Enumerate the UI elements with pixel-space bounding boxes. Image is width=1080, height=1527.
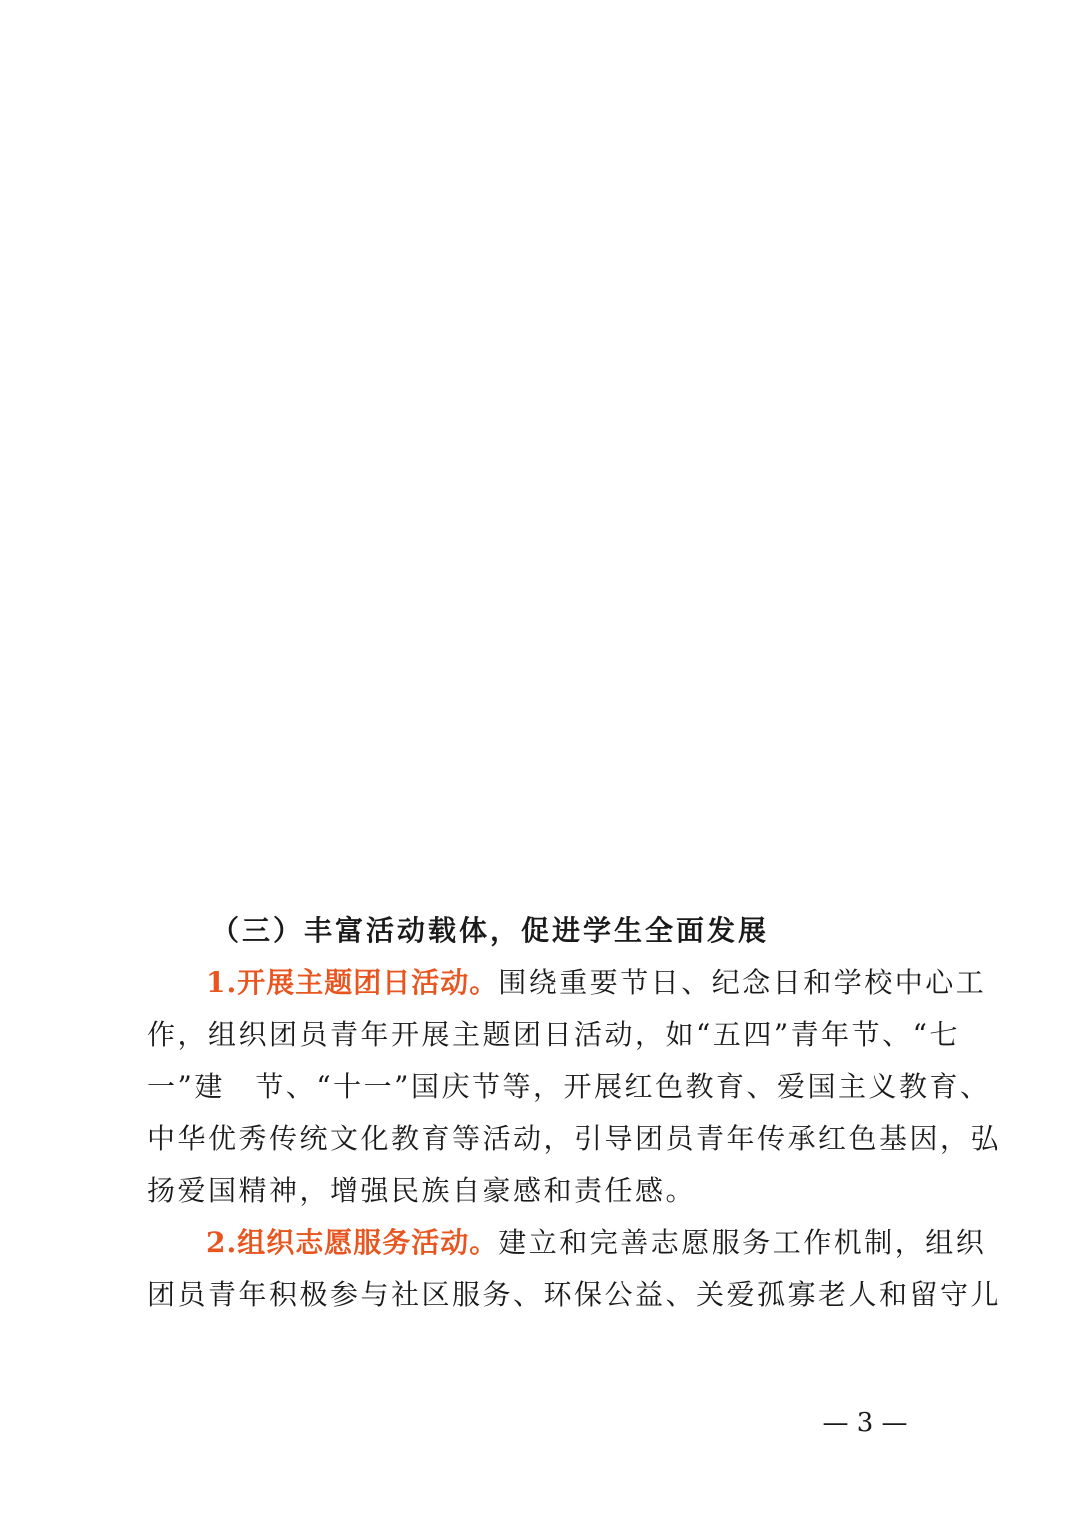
page-number: — 3 — <box>822 1408 908 1438</box>
paragraph-1-text: 围绕重要节日、纪念日和学校中心工 <box>498 966 987 999</box>
paragraph-2-line-1 <box>147 1217 987 1269</box>
paragraph-1-line-5: 扬爱国精神，增强民族自豪感和责任感。 <box>147 1174 697 1207</box>
paragraph-1-line-4: 中华优秀传统文化教育等活动，引导团员青年传承红色基因，弘 <box>147 1122 1002 1155</box>
paragraph-2-text: 建立和完善志愿服务工作机制，组织 <box>498 1226 987 1259</box>
document-body <box>147 905 1002 1321</box>
paragraph-2-lead: 2.组织志愿服务活动。 <box>206 1226 499 1259</box>
paragraph-1-line-3: 一”建 节、“十一”国庆节等，开展红色教育、爱国主义教育、 <box>147 1070 991 1103</box>
paragraph-1-lead: 1.开展主题团日活动。 <box>206 966 499 999</box>
paragraph-1-line-2: 作，组织团员青年开展主题团日活动，如“五四”青年节、“七 <box>147 1018 960 1051</box>
paragraph-1-line-1 <box>147 957 987 1009</box>
section-heading: （三）丰富活动载体，促进学生全面发展 <box>211 914 770 947</box>
paragraph-2-line-2: 团员青年积极参与社区服务、环保公益、关爱孤寡老人和留守儿 <box>147 1278 1002 1311</box>
